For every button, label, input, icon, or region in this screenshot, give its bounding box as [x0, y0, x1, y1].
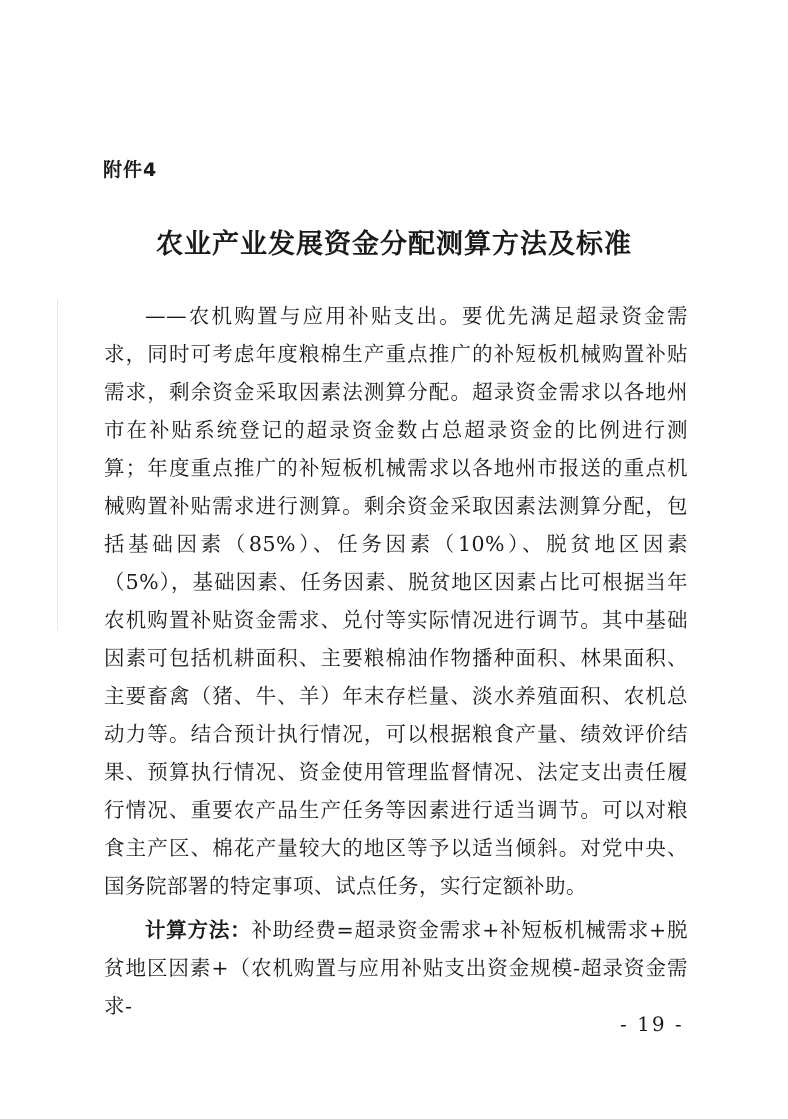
- formula-text: 补助经费=超录资金需求+补短板机械需求+脱贫地区因素+（农机购置与应用补贴支出资金规模-超录资金需求-: [104, 918, 689, 1018]
- attachment-label: 附件4: [103, 159, 158, 181]
- page-title: 农业产业发展资金分配测算方法及标准: [156, 229, 632, 260]
- page-number: - 19 -: [620, 1012, 684, 1036]
- scan-margin-mark: [57, 300, 60, 630]
- formula-label: 计算方法：: [145, 918, 252, 942]
- paragraph-subsidy: ——农机购置与应用补贴支出。要优先满足超录资金需求，同时可考虑年度粮棉生产重点推广的补短板机械购置补贴需求，剩余资金采取因素法测算分配。超录资金需求以各地州市在补贴系统登记的超录资金数占总超录资金的比例进行测算；年度重点推广的补短板机械需求以各地州市报送的重点机械购置补贴需求进行测算。剩余资金采取因素法测算分配，包括基础因素（85%）、任务因素（10%）、脱贫地区因素（5%），基础因素、任务因素、脱贫地区因素占比可根据当年农机购置补贴资金需求、兑付等实际情况进行调节。其中基础因素可包括机耕面积、主要粮棉油作物播种面积、林果面积、主要畜禽（猪、牛、羊）年末存栏量、淡水养殖面积、农机总动力等。结合预计执行情况，可以根据粮食产量、绩效评价结果、预算执行情况、资金使用管理监督情况、法定支出责任履行情况、重要农产品生产任务等因素进行适当调节。可以对粮食主产区、棉花产量较大的地区等予以适当倾斜。对党中央、国务院部署的特定事项、试点任务，实行定额补助。: [104, 304, 688, 898]
- paragraph-formula: [104, 911, 688, 1025]
- body-text: [104, 297, 688, 1025]
